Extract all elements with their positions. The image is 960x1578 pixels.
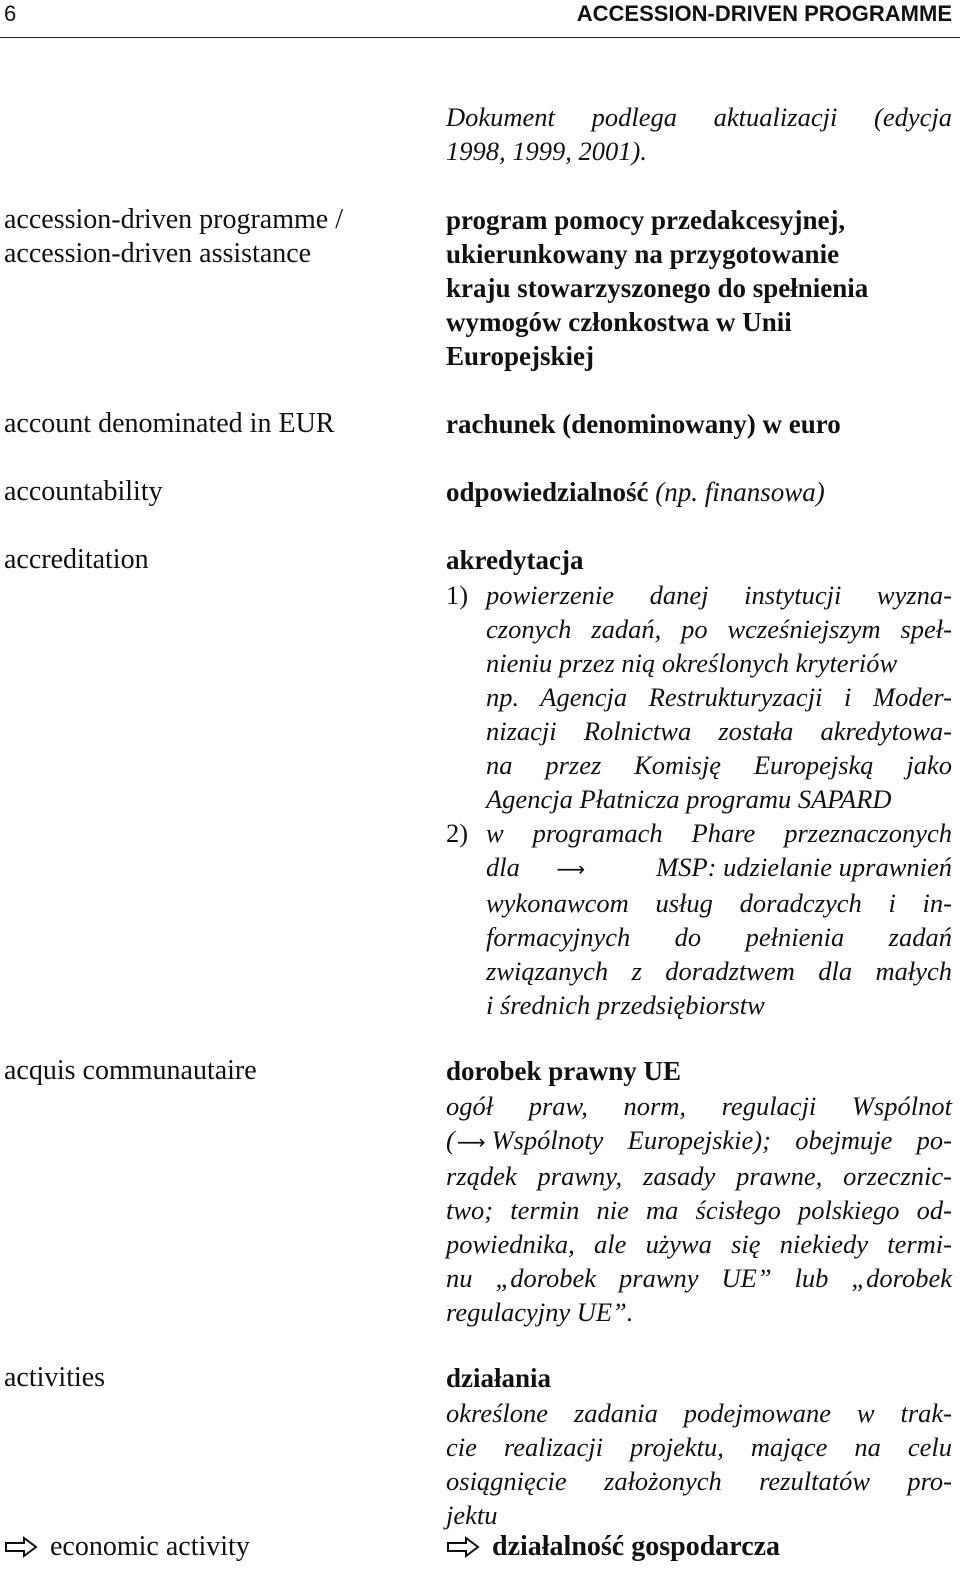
definition-line: jektu: [446, 1500, 498, 1530]
see-also-polish[interactable]: [446, 1530, 780, 1567]
polish-line: wymogów członkostwa w Unii: [446, 307, 792, 337]
term-account-eur: account denominated in EUR: [4, 408, 335, 439]
definition-line: rządek prawny, zasady prawne, orzecznic-: [446, 1161, 952, 1191]
see-also-polish-text: działalność gospodarcza: [492, 1531, 781, 1562]
update-note-line: Dokument podlega aktualizacji (edycja: [446, 102, 952, 132]
polish-acquis: dorobek prawny UE: [446, 1056, 682, 1086]
definition-line: ogół praw, norm, regulacji Wspólnot: [446, 1091, 952, 1121]
page-header: [0, 0, 960, 38]
polish-line: kraju stowarzyszonego do spełnienia: [446, 273, 869, 303]
item-line-with-arrow: [486, 850, 952, 886]
item-line: np. Agencja Restrukturyzacji i Moder-: [486, 682, 952, 712]
polish-accountability: [446, 475, 952, 509]
term-acquis: acquis communautaire: [4, 1055, 257, 1086]
term-accreditation: accreditation: [4, 544, 149, 575]
running-title: ACCESSION-DRIVEN PROGRAMME: [576, 1, 952, 26]
accreditation-item-1: [446, 578, 952, 816]
item-line: dla: [486, 852, 520, 882]
update-note: [446, 100, 952, 168]
definition-line: two; termin nie ma ścisłego polskiego od-: [446, 1195, 952, 1225]
update-note-line: 1998, 1999, 2001).: [446, 136, 647, 166]
item-line: MSP: udzielanie uprawnień: [656, 852, 952, 882]
see-also-english-text: economic activity: [50, 1531, 250, 1562]
term-accession-driven: [4, 203, 424, 271]
hollow-right-arrow-icon: [446, 1533, 480, 1567]
accreditation-item-2: [446, 816, 952, 1020]
item-line: w programach Phare przeznaczonych: [486, 818, 952, 848]
polish-line: Europejskiej: [446, 341, 595, 371]
item-line: powierzenie danej instytucji wyzna-: [486, 580, 952, 610]
page-number: 6: [4, 1, 17, 26]
item-line: na przez Komisję Europejską jako: [486, 750, 952, 780]
definition-acquis: [446, 1089, 952, 1329]
hollow-right-arrow-icon: [4, 1533, 38, 1567]
item-line: Agencja Płatnicza programu SAPARD: [486, 784, 892, 814]
right-arrow-icon: ⟶: [456, 1130, 486, 1154]
polish-accession-driven: [446, 203, 952, 373]
definition-text: (: [446, 1125, 455, 1155]
polish-line: ukierunkowany na przygotowanie: [446, 239, 840, 269]
polish-line: program pomocy przedakcesyjnej,: [446, 205, 846, 235]
item-line: nieniu przez nią określonych kryteriów: [486, 648, 898, 678]
definition-activities: [446, 1396, 952, 1532]
definition-line: cie realizacji projektu, mające na celu: [446, 1432, 952, 1462]
item-line: i średnich przedsiębiorstw: [486, 990, 765, 1020]
item-number: 1): [446, 580, 469, 610]
definition-text: Wspólnoty Europejskie); obejmuje po-: [491, 1125, 952, 1155]
term-line: accession-driven assistance: [4, 238, 312, 269]
definition-line: określone zadania podejmowane w trak-: [446, 1398, 952, 1428]
right-arrow-icon: ⟶: [556, 857, 586, 881]
definition-line: powiednika, ale używa się niekiedy termi-: [446, 1229, 952, 1259]
term-line: accession-driven programme /: [4, 204, 343, 235]
definition-line: nu „dorobek prawny UE” lub „dorobek: [446, 1263, 952, 1293]
item-number: 2): [446, 818, 469, 848]
item-line: nizacji Rolnictwa została akredytowa-: [486, 716, 952, 746]
term-accountability: accountability: [4, 476, 163, 507]
item-line: związanych z doradztwem dla małych: [486, 956, 952, 986]
term-activities: activities: [4, 1362, 106, 1393]
definition-line: osiągnięcie założonych rezultatów pro-: [446, 1466, 952, 1496]
polish-activities: działania: [446, 1363, 552, 1393]
polish-account-eur: rachunek (denominowany) w euro: [446, 409, 841, 439]
item-line: formacyjnych do pełnienia zadań: [486, 922, 952, 952]
polish-term: odpowiedzialność: [446, 477, 649, 507]
item-line: czonych zadań, po wcześniejszym speł-: [486, 614, 952, 644]
item-line: wykonawcom usług doradczych i in-: [486, 888, 952, 918]
definition-line-with-arrow: [446, 1123, 952, 1159]
qualifier: (np. finansowa): [655, 477, 825, 507]
polish-accreditation: akredytacja: [446, 545, 584, 575]
definition-line: regulacyjny UE”.: [446, 1297, 634, 1327]
see-also-english[interactable]: [4, 1530, 250, 1567]
